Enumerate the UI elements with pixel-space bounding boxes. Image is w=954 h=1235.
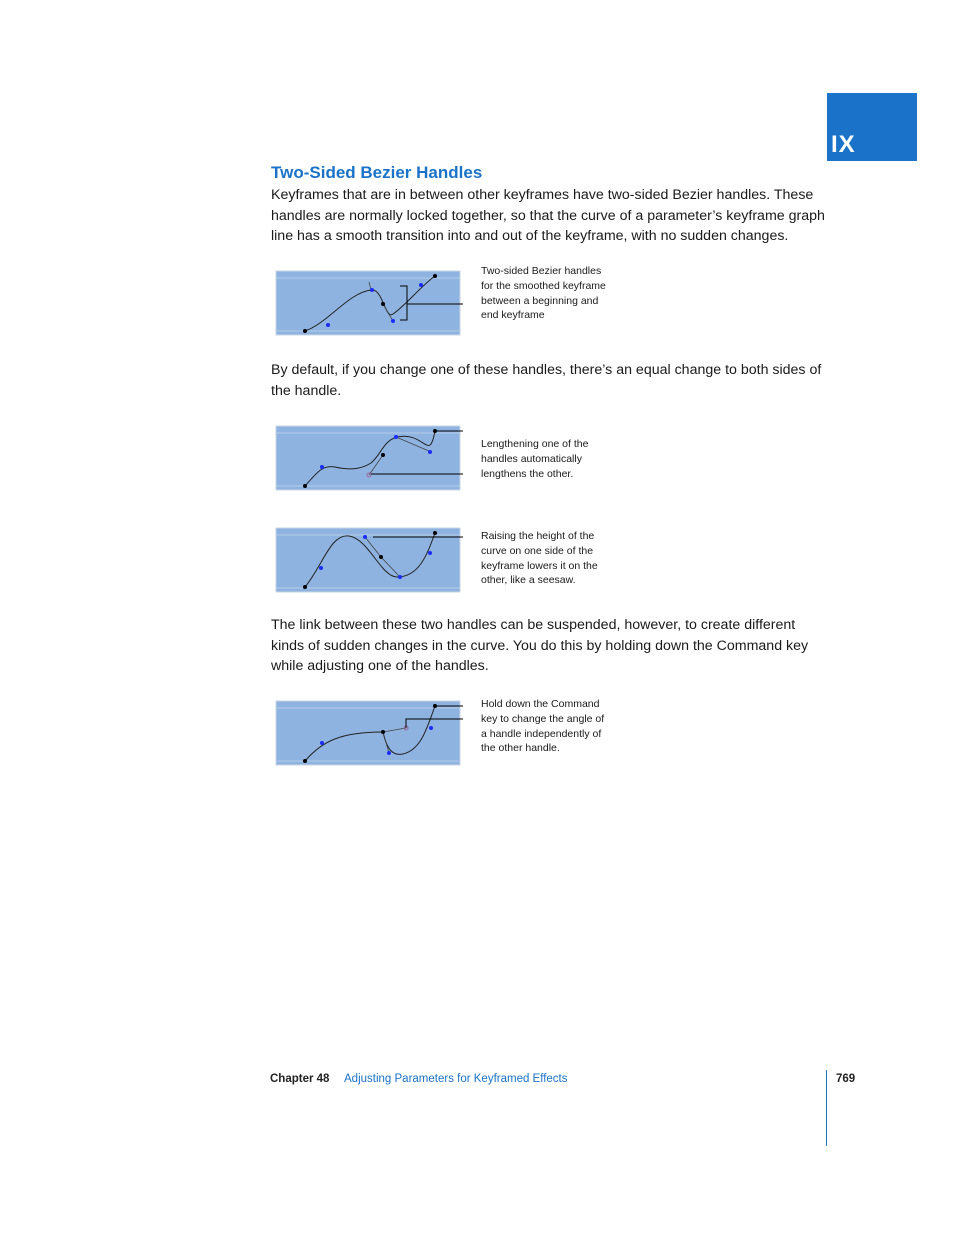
paragraph-link-suspended: The link between these two handles can be suspended, however, to create different kinds of sudden changes in the curve. You do this by holding down the Command key while adjusting one of the handles. [271,617,809,674]
figure-3-callout: Raising the height of the curve on one side of the keyframe lowers it on the other, like a seesaw. [481,530,598,587]
paragraph-intro: Keyframes that are in between other keyframes have two-sided Bezier handles. These handles are normally locked together, so that the curve of a parameter’s keyframe graph line has a smooth transition into and out of the keyframe, with no sudden changes. [271,187,825,244]
footer-chapter-label: Chapter 48 [270,1073,330,1085]
keyframe-graph-figure-3 [273,525,463,597]
paragraph-default-behavior: By default, if you change one of these handles, there’s an equal change to both sides of the handle. [271,362,822,399]
keyframe-graph-figure-1 [273,268,463,340]
part-tab [827,93,917,161]
keyframe-graph-figure-4 [273,698,463,770]
keyframe-graph-figure-2 [273,423,463,495]
part-tab-label: IX [831,131,856,158]
footer-divider [826,1070,827,1146]
figure-1-callout: Two-sided Bezier handles for the smoothed keyframe between a beginning and end keyframe [481,265,606,322]
figure-4-callout: Hold down the Command key to change the angle of a handle independently of the other handle. [481,698,605,755]
page-number: 769 [836,1073,856,1085]
footer-chapter-title[interactable]: Adjusting Parameters for Keyframed Effects [344,1073,568,1085]
figure-2-callout: Lengthening one of the handles automatically lengthens the other. [481,438,589,480]
section-heading: Two-Sided Bezier Handles [271,163,483,182]
